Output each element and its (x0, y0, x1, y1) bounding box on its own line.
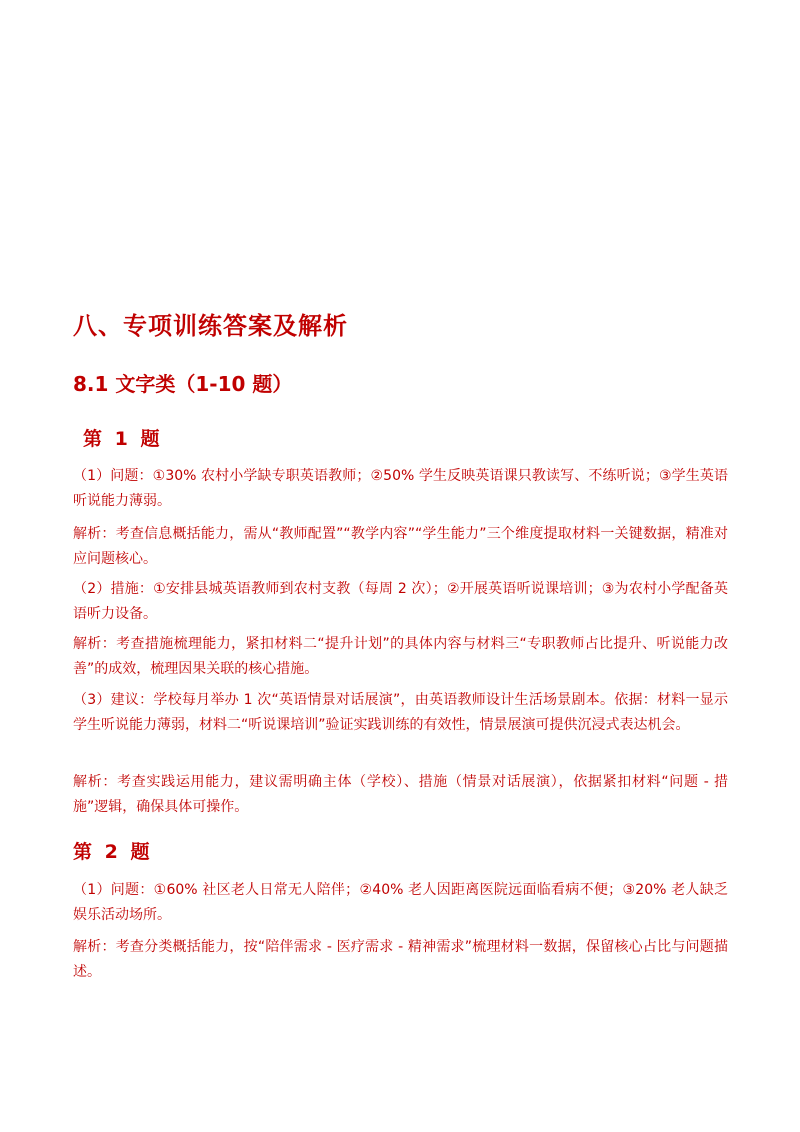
question-1-answer-2: （2）措施：①安排县城英语教师到农村支教（每周 2 次）；②开展英语听说课培训；③为农村小学配备英语听力设备。 (73, 581, 728, 622)
question-2-answer-1: （1）问题：①60% 社区老人日常无人陪伴；②40% 老人因距离医院远面临看病不便；③20% 老人缺乏娱乐活动场所。 (73, 882, 728, 923)
question-2-title: 第 2 题 (73, 841, 150, 863)
subsection-title: 8.1 文字类（1-10 题） (73, 372, 293, 396)
question-1-answer-3: （3）建议：学校每月举办 1 次“英语情景对话展演”，由英语教师设计生活场景剧本。依据：材料一显示学生听说能力薄弱，材料二“听说课培训”验证实践训练的有效性，情景展演可提供沉浸式表达机会。 (73, 692, 728, 733)
section-title: 八、专项训练答案及解析 (73, 312, 348, 340)
question-1-title: 第 1 题 (83, 428, 160, 450)
question-2-analysis-1: 解析：考查分类概括能力，按“陪伴需求 - 医疗需求 - 精神需求”梳理材料一数据，保留核心占比与问题描述。 (73, 939, 728, 980)
question-1-answer-1: （1）问题：①30% 农村小学缺专职英语教师；②50% 学生反映英语课只教读写、不练听说；③学生英语听说能力薄弱。 (73, 468, 728, 509)
question-1-analysis-3: 解析：考查实践运用能力，建议需明确主体（学校）、措施（情景对话展演），依据紧扣材料“问题 - 措施”逻辑，确保具体可操作。 (73, 774, 728, 815)
question-1-analysis-1: 解析：考查信息概括能力，需从“教师配置”“教学内容”“学生能力”三个维度提取材料一关键数据，精准对应问题核心。 (73, 526, 728, 567)
question-1-analysis-2: 解析：考查措施梳理能力，紧扣材料二“提升计划”的具体内容与材料三“专职教师占比提升、听说能力改善”的成效，梳理因果关联的核心措施。 (73, 636, 728, 677)
